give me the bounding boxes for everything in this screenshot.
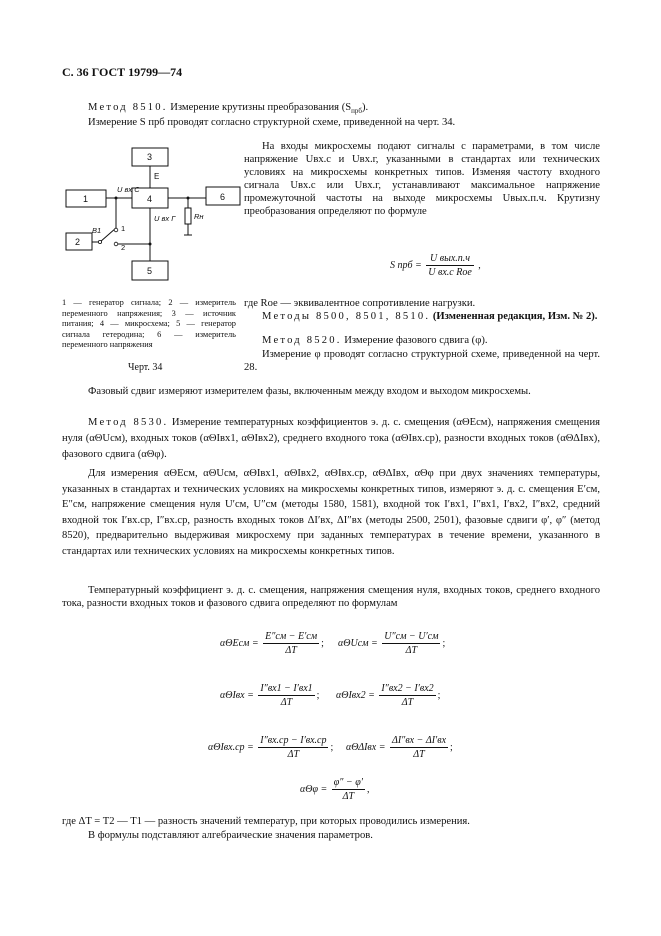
denominator: ΔT: [401, 697, 414, 708]
title-end: ).: [361, 102, 369, 113]
block-5-label: 5: [147, 266, 153, 276]
method-title: Измерение крутизны преобразования (S: [170, 102, 352, 113]
denominator: ΔT: [342, 791, 355, 802]
formula-end: ,: [478, 259, 481, 271]
label-pos-2: 2: [121, 243, 126, 252]
label-switch: В1: [92, 226, 102, 235]
numerator: ΔI″вх − ΔI′вх: [391, 735, 447, 746]
formula-5: [208, 734, 333, 761]
formula-lhs: αΘIвх.ср =: [208, 741, 254, 753]
separator: ;: [316, 689, 320, 701]
formula-lhs: αΘIвх =: [220, 689, 254, 701]
denominator: ΔT: [280, 697, 293, 708]
fraction: [332, 776, 365, 803]
denominator: ΔT: [405, 645, 418, 656]
label-u-in-g: U вх Г: [154, 214, 176, 223]
formula-lhs: αΘIвх2 =: [336, 689, 375, 701]
fraction: [426, 252, 474, 279]
figure-caption: 1 — генератор сигнала; 2 — измеритель переменного напряжения; 3 — источник питания; 4 — микросхема; 5 — генератор сигнала гетеродина; 6 — измеритель переменного напряжения: [62, 298, 236, 350]
fraction: [258, 682, 314, 709]
temp-paragraph: Температурный коэффициент э. д. с. смещения, напряжения смещения нуля, входных токов, среднего входного тока, разности входных токов и фазового сдвига определяют по формулам: [62, 585, 600, 609]
block-6-label: 6: [220, 192, 226, 202]
method-label: Метод 8530.: [88, 417, 169, 428]
method-label: Метод 8510.: [88, 102, 168, 113]
method-label: Метод 8520.: [262, 335, 342, 346]
fraction: [263, 630, 319, 657]
amended-note: (Измененная редакция, Изм. № 2).: [432, 311, 598, 322]
figure-label: Черт. 34: [128, 362, 163, 373]
formula-lhs: αΘEсм =: [220, 637, 259, 649]
numerator: U вых.п.ч: [426, 252, 474, 266]
subscript: прб: [351, 107, 362, 116]
numerator: φ″ − φ′: [333, 777, 363, 788]
fraction: [390, 734, 448, 761]
denominator: ΔT: [413, 749, 425, 760]
formula-7: αΘφ = $\frac{\varphi'' - \varphi'}{\Delta T}$ ,: [300, 777, 370, 802]
separator: ;: [442, 637, 446, 649]
fraction: [379, 682, 435, 709]
numerator: I″вх.ср − I′вх.ср: [260, 735, 327, 746]
page-header: С. 36 ГОСТ 19799—74: [62, 65, 183, 79]
denominator: U вх.с Rое: [428, 267, 472, 278]
last-line: В формулы подставляют алгебраические значения параметров.: [88, 830, 373, 841]
fraction: [382, 630, 440, 657]
formula-lhs: S прб =: [390, 259, 422, 271]
block-4-label: 4: [147, 194, 153, 204]
method-text: Измерение фазового сдвига (φ).: [344, 335, 488, 346]
separator: ;: [321, 637, 324, 649]
label-pos-1: 1: [121, 224, 126, 233]
formula-1: [220, 630, 324, 657]
label-rn: Rн: [194, 212, 204, 221]
formula-2: [338, 630, 445, 657]
fraction: [258, 734, 328, 761]
where-dt: где ΔT = T2 — T1 — разность значений температур, при которых проводились измерения.: [62, 816, 470, 827]
formula-4: [336, 682, 440, 709]
block-1-label: 1: [83, 194, 89, 204]
separator: ;: [450, 741, 453, 753]
method-8530: [62, 415, 600, 463]
separator: ;: [330, 741, 334, 753]
where-roe: где Rое — эквивалентное сопротивление нагрузки.: [244, 298, 476, 309]
numerator: E″см − E′см: [265, 631, 318, 642]
formula-lhs: αΘφ =: [300, 783, 328, 795]
measure-paragraph: Для измерения αΘEсм, αΘUсм, αΘIвх1, αΘIвх2, αΘIвх.ср, αΘΔIвх, αΘφ при двух значениях температуры, указанных в стандартах и технических условиях на микросхемы конкретных типов, измеряют э. д. с. смещения E′см, E″см, напряжение смещения нуля U′см, U″см (методы 1580, 1581), входной ток I′вх1, I″вх1, I′вх2, I″вх2, средний входной ток I′вх.ср, I″вх.ср, разность входных токов ΔI′вх, ΔI″вх (методы 2500, 2501), фазовые сдвиги φ′, φ″ (метод 8520), предварительно выдерживая микросхему при заданных температурах в течение времени, указанного в стандартах или технических условиях на микросхемы конкретных типов.: [62, 468, 600, 557]
denominator: ΔT: [287, 749, 300, 760]
label-e: E: [154, 172, 160, 181]
denominator: ΔT: [285, 645, 297, 656]
formula-spr: [390, 252, 481, 279]
formula-lhs: αΘUсм =: [338, 637, 378, 649]
formula-6: [346, 734, 453, 761]
method-8510-line: Измерение S прб проводят согласно структурной схеме, приведенной на черт. 34.: [88, 117, 456, 128]
method-text: Измерение температурных коэффициентов э. д. с. смещения (αΘEсм), напряжения смещения нуля (αΘUсм), входных токов (αΘIвх1, αΘIвх2), среднего входного тока (αΘIвх.ср), разности входных токов (αΘΔIвх), фазового сдвига (αΘφ).: [62, 417, 600, 460]
numerator: I″вх2 − I′вх2: [381, 683, 434, 694]
methods-line: [244, 310, 600, 323]
right-paragraph: На входы микросхемы подают сигналы с параметрами, в том числе напряжение Uвх.с и Uвх.г, указанными в стандартах или технических условиях на микросхемы конкретных типов. Изменяя частоту входного сигнала Uвх.с или Uвх.г, устанавливают максимальное напряжение промежуточной частоты на выходе микросхемы Uвых.п.ч. Крутизну преобразования определяют по формуле: [244, 141, 600, 217]
numerator: U″см − U′см: [384, 631, 439, 642]
block-diagram: [62, 146, 242, 288]
methods-text: Методы 8500, 8501, 8510.: [262, 311, 431, 322]
formula-3: [220, 682, 319, 709]
phase-paragraph: Фазовый сдвиг измеряют измерителем фазы, включенным между входом и выходом микросхемы.: [88, 386, 531, 397]
method-8520: [244, 334, 600, 347]
separator: ;: [437, 689, 441, 701]
method-8520-text: Измерение φ проводят согласно структурной схеме, приведенной на черт. 28.: [244, 349, 600, 373]
formula-lhs: αΘΔIвх =: [346, 741, 386, 753]
block-2-label: 2: [75, 237, 81, 247]
label-u-in-s: U вх С: [117, 185, 140, 194]
block-3-label: 3: [147, 152, 153, 162]
numerator: I″вх1 − I′вх1: [260, 683, 313, 694]
